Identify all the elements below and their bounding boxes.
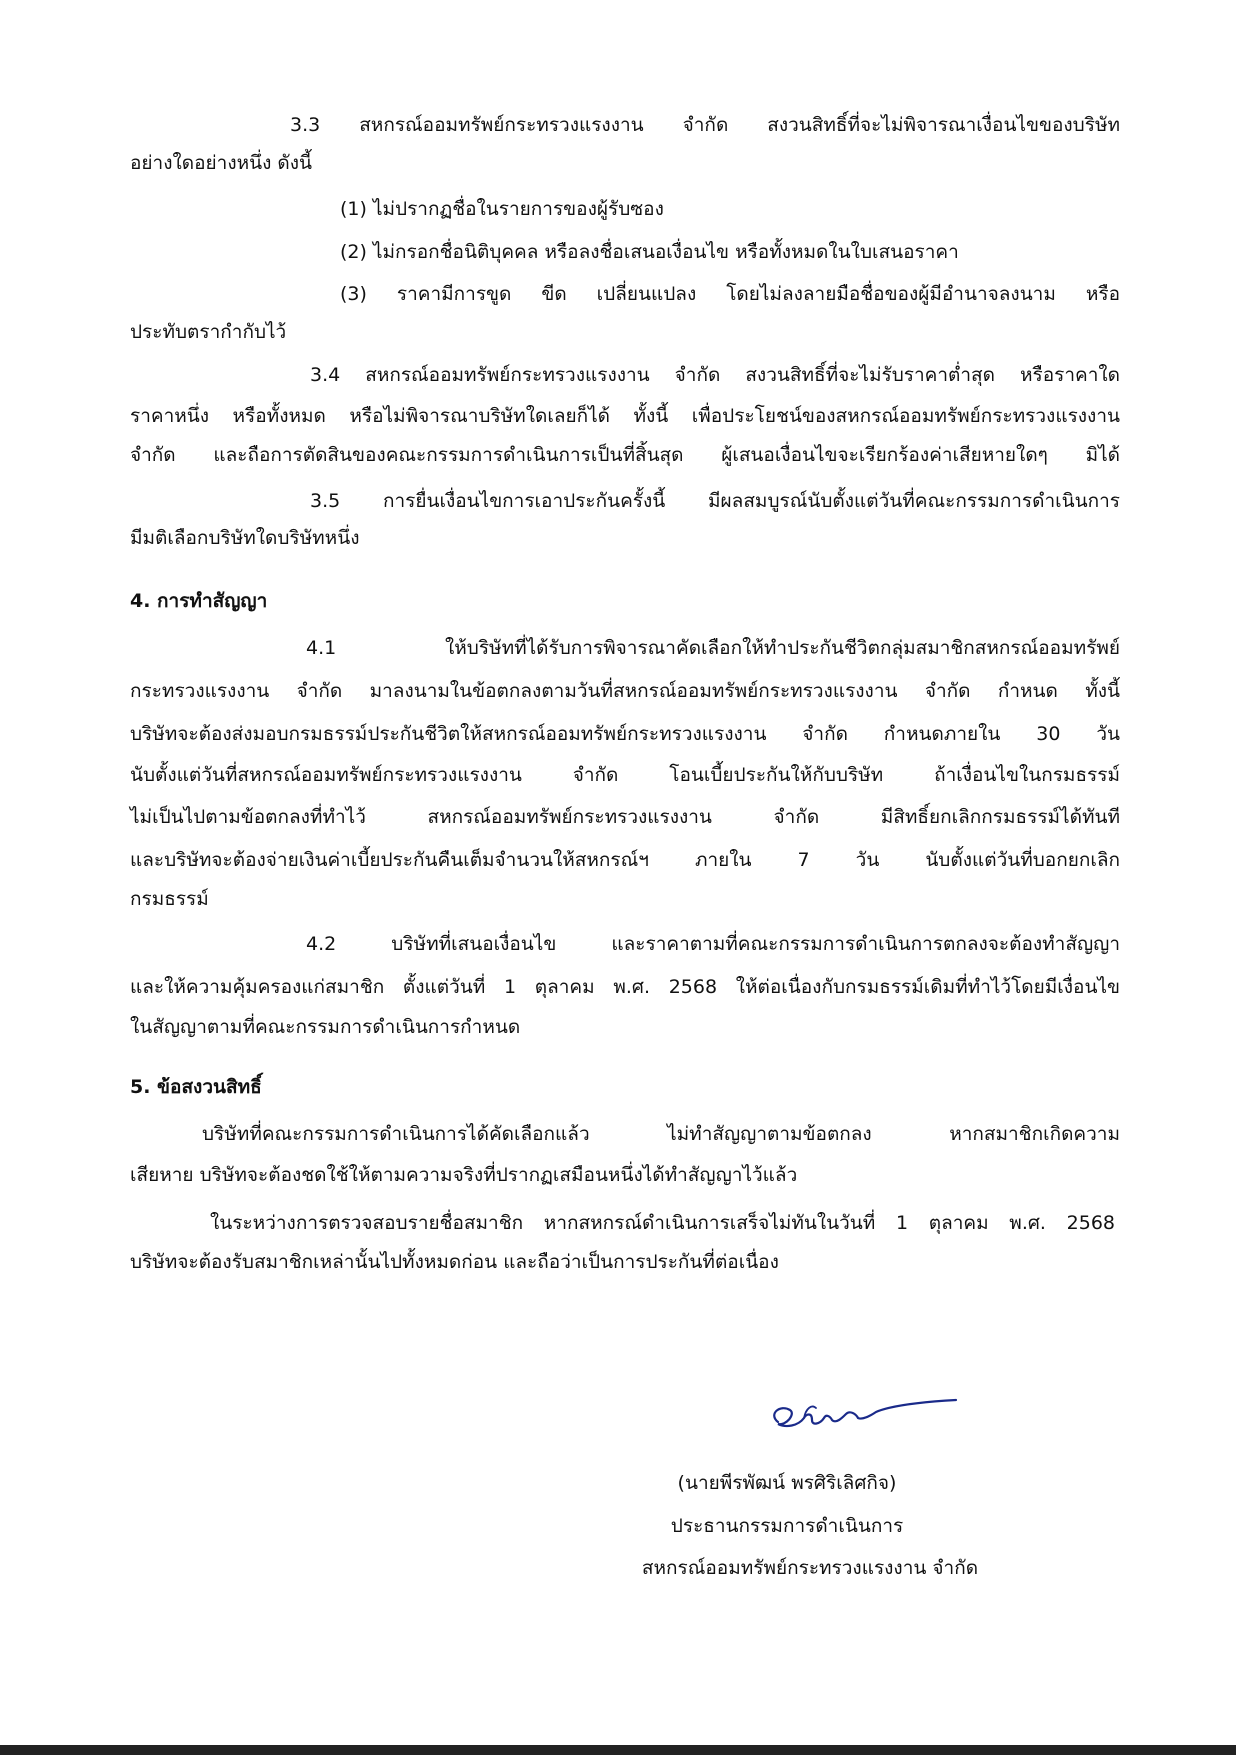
clause-4-1-line-5: ไม่เป็นไปตามข้อตกลงที่ทำไว้ สหกรณ์ออมทรัพย์กระทรวงแรงงาน จำกัด มีสิทธิ์ยกเลิกกรมธรรม์ได้ทันที	[130, 806, 1120, 828]
handwritten-signature	[760, 1378, 960, 1448]
clause-4-2-line-3: ในสัญญาตามที่คณะกรรมการดำเนินการกำหนด	[130, 1016, 521, 1038]
clause-4-1-line-3: บริษัทจะต้องส่งมอบกรมธรรม์ประกันชีวิตให้สหกรณ์ออมทรัพย์กระทรวงแรงงาน จำกัด กำหนดภายใน 30 วัน	[130, 723, 1120, 745]
signatory-position: ประธานกรรมการดำเนินการ	[670, 1515, 904, 1537]
clause-4-1-line-1: 4.1 ให้บริษัทที่ได้รับการพิจารณาคัดเลือกให้ทำประกันชีวิตกลุ่มสมาชิกสหกรณ์ออมทรัพย์	[306, 637, 1120, 659]
clause-5-a-line-2: เสียหาย บริษัทจะต้องชดใช้ให้ตามความจริงที่ปรากฏเสมือนหนึ่งได้ทำสัญญาไว้แล้ว	[130, 1164, 798, 1186]
clause-4-1-line-7: กรมธรรม์	[130, 888, 209, 910]
clause-4-1-line-4: นับตั้งแต่วันที่สหกรณ์ออมทรัพย์กระทรวงแรงงาน จำกัด โอนเบี้ยประกันให้กับบริษัท ถ้าเงื่อนไขในกรมธรรม์	[130, 764, 1120, 786]
clause-5-a-line-1: บริษัทที่คณะกรรมการดำเนินการได้คัดเลือกแล้ว ไม่ทำสัญญาตามข้อตกลง หากสมาชิกเกิดความ	[202, 1123, 1120, 1145]
clause-5-b-line-2: บริษัทจะต้องรับสมาชิกเหล่านั้นไปทั้งหมดก่อน และถือว่าเป็นการประกันที่ต่อเนื่อง	[130, 1251, 779, 1273]
signatory-organization: สหกรณ์ออมทรัพย์กระทรวงแรงงาน จำกัด	[641, 1557, 979, 1579]
clause-3-3-line-1: 3.3 สหกรณ์ออมทรัพย์กระทรวงแรงงาน จำกัด สงวนสิทธิ์ที่จะไม่พิจารณาเงื่อนไขของบริษัท	[290, 114, 1120, 136]
clause-4-1-line-2: กระทรวงแรงงาน จำกัด มาลงนามในข้อตกลงตามวันที่สหกรณ์ออมทรัพย์กระทรวงแรงงาน จำกัด กำหนด ทั้งนี้	[130, 680, 1120, 702]
clause-3-5-line-1: 3.5 การยื่นเงื่อนไขการเอาประกันครั้งนี้ มีผลสมบูรณ์นับตั้งแต่วันที่คณะกรรมการดำเนินการ	[310, 490, 1120, 512]
page-bottom-edge	[0, 1745, 1236, 1755]
clause-3-3-item-1: (1) ไม่ปรากฏชื่อในรายการของผู้รับซอง	[340, 198, 664, 220]
clause-3-3-item-2: (2) ไม่กรอกชื่อนิติบุคคล หรือลงชื่อเสนอเงื่อนไข หรือทั้งหมดในใบเสนอราคา	[340, 241, 959, 263]
clause-3-4-line-2: ราคาหนึ่ง หรือทั้งหมด หรือไม่พิจารณาบริษัทใดเลยก็ได้ ทั้งนี้ เพื่อประโยชน์ของสหกรณ์ออมทรัพย์กระทรวงแรงงาน	[130, 405, 1120, 427]
clause-4-2-line-2: และให้ความคุ้มครองแก่สมาชิก ตั้งแต่วันที่ 1 ตุลาคม พ.ศ. 2568 ให้ต่อเนื่องกับกรมธรรม์เดิมที่ทำไว้โดยมีเงื่อนไข	[130, 976, 1120, 998]
clause-4-1-line-6: และบริษัทจะต้องจ่ายเงินค่าเบี้ยประกันคืนเต็มจำนวนให้สหกรณ์ฯ ภายใน 7 วัน นับตั้งแต่วันที่บอกยกเลิก	[130, 849, 1120, 871]
clause-3-3-item-3-line-2: ประทับตรากำกับไว้	[130, 321, 287, 343]
clause-3-4-line-3: จำกัด และถือการตัดสินของคณะกรรมการดำเนินการเป็นที่สิ้นสุด ผู้เสนอเงื่อนไขจะเรียกร้องค่าเสียหายใดๆ มิได้	[130, 444, 1120, 466]
section-5-heading: 5. ข้อสงวนสิทธิ์	[130, 1076, 262, 1098]
clause-4-2-line-1: 4.2 บริษัทที่เสนอเงื่อนไข และราคาตามที่คณะกรรมการดำเนินการตกลงจะต้องทำสัญญา	[306, 933, 1120, 955]
clause-3-3-item-3-line-1: (3) ราคามีการขูด ขีด เปลี่ยนแปลง โดยไม่ลงลายมือชื่อของผู้มีอำนาจลงนาม หรือ	[340, 283, 1120, 305]
signatory-name: (นายพีรพัฒน์ พรศิริเลิศกิจ)	[677, 1472, 897, 1494]
clause-3-5-line-2: มีมติเลือกบริษัทใดบริษัทหนึ่ง	[130, 527, 360, 549]
section-4-heading: 4. การทำสัญญา	[130, 590, 268, 612]
clause-3-3-line-2: อย่างใดอย่างหนึ่ง ดังนี้	[130, 152, 313, 174]
clause-3-4-line-1: 3.4 สหกรณ์ออมทรัพย์กระทรวงแรงงาน จำกัด สงวนสิทธิ์ที่จะไม่รับราคาต่ำสุด หรือราคาใด	[310, 364, 1120, 386]
clause-5-b-line-1: ในระหว่างการตรวจสอบรายชื่อสมาชิก หากสหกรณ์ดำเนินการเสร็จไม่ทันในวันที่ 1 ตุลาคม พ.ศ. 2568	[210, 1212, 1115, 1234]
